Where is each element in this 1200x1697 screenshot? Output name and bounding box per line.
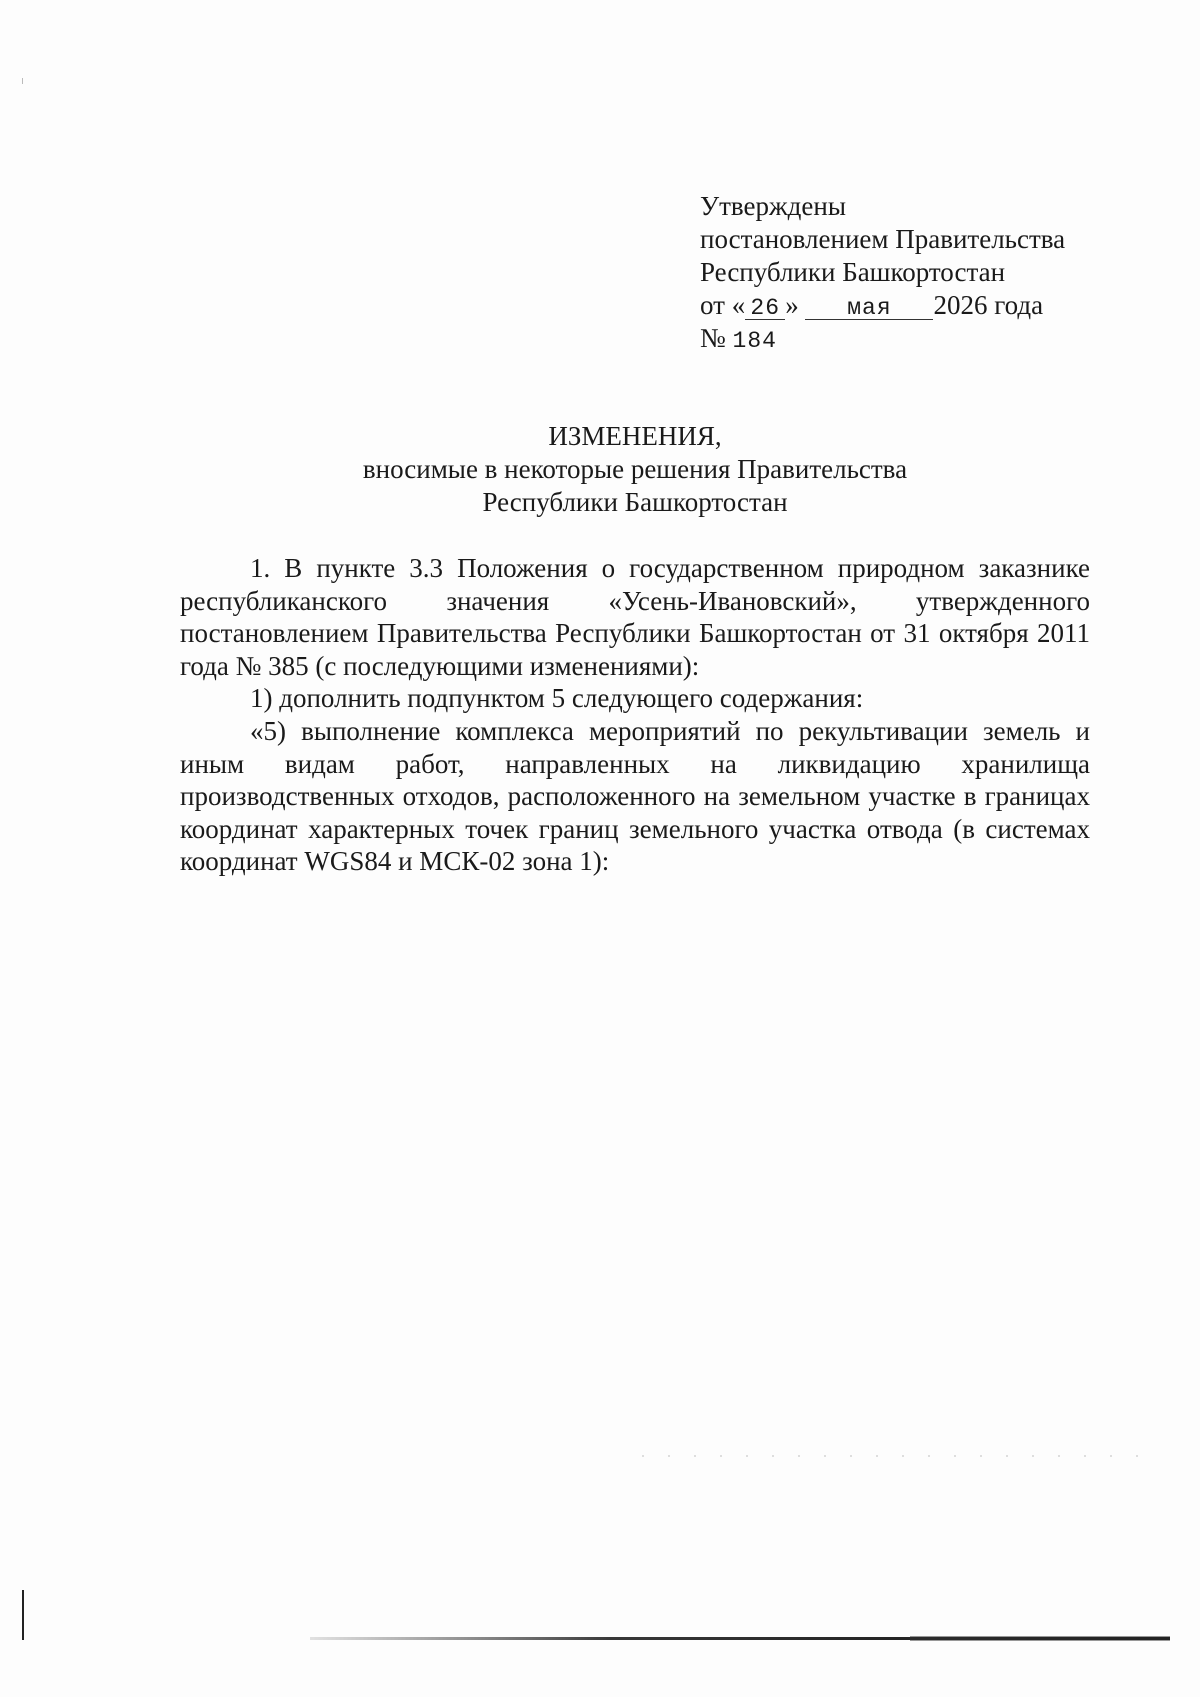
document-title: ИЗМЕНЕНИЯ, (548, 421, 722, 451)
document-title-block (180, 420, 1090, 519)
date-quote-close: » (785, 290, 799, 320)
number-sign: № (700, 323, 726, 353)
approval-line-resolution: постановлением Правительства (700, 224, 1066, 254)
approval-line-approved: Утверждены (700, 191, 846, 221)
document-subtitle-line2: Республики Башкортостан (482, 487, 788, 517)
approval-stamp-block (700, 190, 1065, 358)
scan-bottom-edge (310, 1635, 1170, 1643)
scan-edge-mark (22, 1590, 24, 1640)
paragraph-2: 1) дополнить подпунктом 5 следующего содержания: (250, 683, 864, 714)
approval-number-line (700, 322, 1065, 358)
date-month-field: мая (805, 297, 933, 320)
document-subtitle-line1: вносимые в некоторые решения Правительства (362, 454, 908, 484)
scan-speck (22, 78, 23, 84)
resolution-number: 184 (732, 328, 777, 354)
date-day-field: 26 (745, 297, 785, 320)
date-year: 2026 года (933, 290, 1044, 320)
date-prefix: от « (700, 290, 746, 320)
approval-date-line (700, 289, 1065, 322)
approval-line-republic: Республики Башкортостан (700, 257, 1006, 287)
paragraph-1: 1. В пункте 3.3 Положения о государственном природном заказнике республиканского значения «Усень-Ивановский», утвержденного постановлением Правительства Республики Башкортостан от 31 октября 2011 года № 385 (с последующими изменениями): (180, 553, 1090, 681)
scan-dots (630, 1454, 1150, 1458)
paragraph-3: «5) выполнение комплекса мероприятий по рекультивации земель и иным видам работ, направленных на ликвидацию хранилища производственных отходов, расположенного на земельном участке в границах координат характерных точек границ земельного участка отвода (в системах координат WGS84 и МСК-02 зона 1): (180, 715, 1090, 877)
document-body (180, 552, 1090, 878)
